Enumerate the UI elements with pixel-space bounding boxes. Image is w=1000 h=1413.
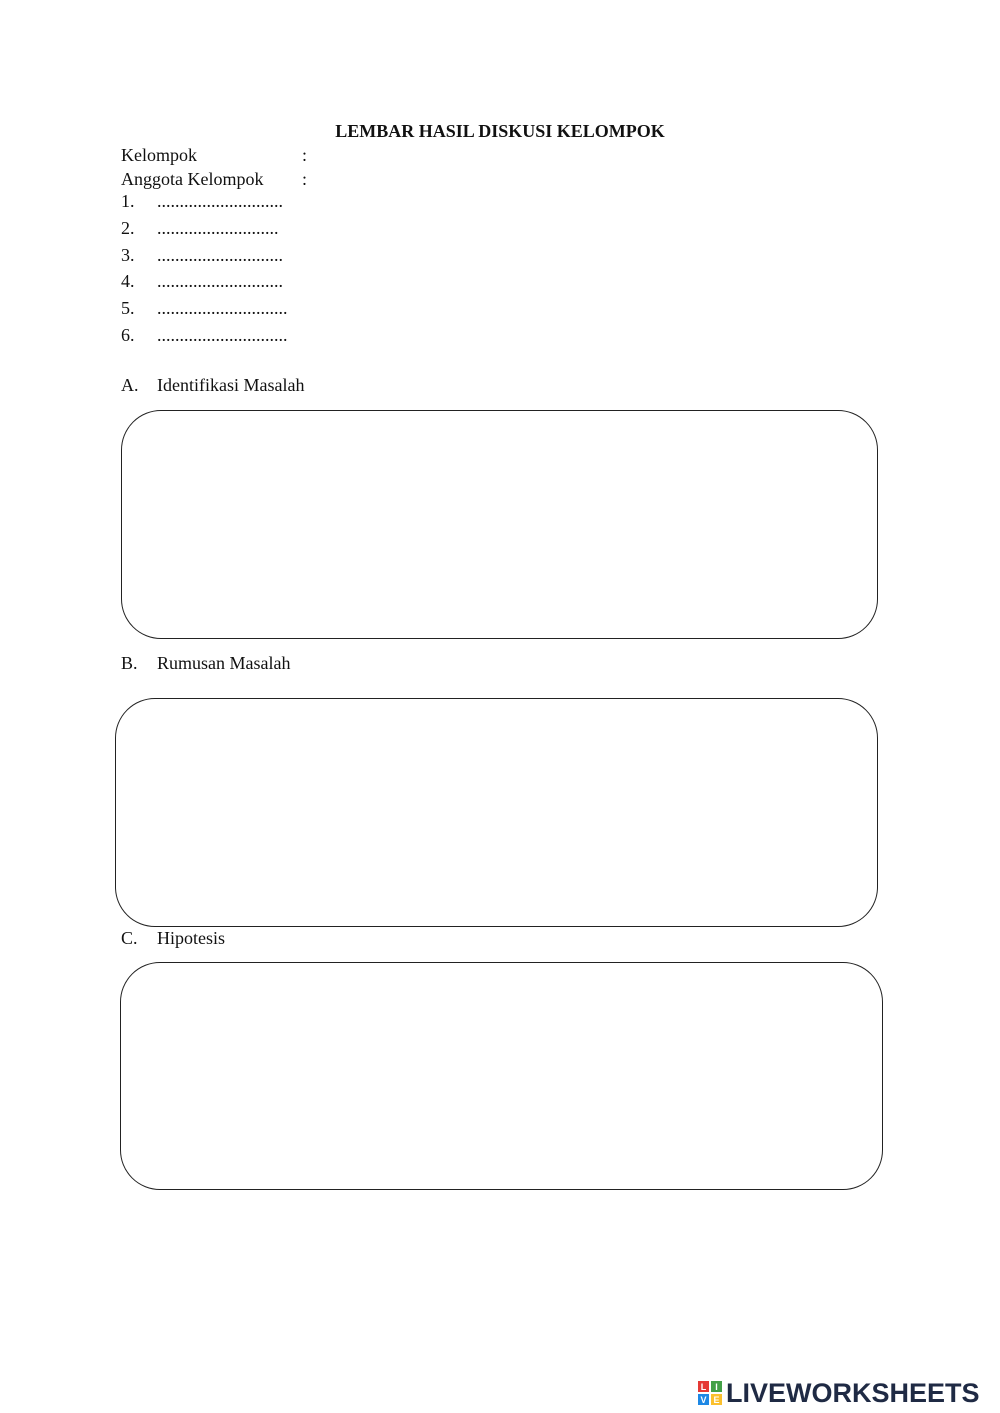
members-label: Anggota Kelompok bbox=[121, 169, 264, 189]
member-number: 5. bbox=[121, 298, 135, 318]
member-blank-line: ............................. bbox=[157, 325, 288, 345]
logo-letter: L bbox=[698, 1381, 709, 1392]
member-blank-line: ............................ bbox=[157, 191, 283, 211]
member-number: 4. bbox=[121, 271, 135, 291]
answer-box-hipotesis[interactable] bbox=[120, 962, 883, 1190]
liveworksheets-wordmark: LIVEWORKSHEETS bbox=[726, 1377, 980, 1408]
logo-letter: E bbox=[711, 1394, 722, 1405]
member-number: 3. bbox=[121, 245, 135, 265]
section-letter-c: C. bbox=[121, 928, 138, 948]
group-label: Kelompok bbox=[121, 145, 197, 165]
answer-box-identifikasi[interactable] bbox=[121, 410, 878, 639]
section-heading-hipotesis: Hipotesis bbox=[157, 928, 226, 948]
section-letter-b: B. bbox=[121, 653, 138, 673]
member-blank-line: ........................... bbox=[157, 218, 279, 238]
liveworksheets-logo bbox=[698, 1378, 980, 1408]
section-heading-rumusan: Rumusan Masalah bbox=[157, 653, 291, 673]
member-number: 2. bbox=[121, 218, 135, 238]
member-blank-line: ............................ bbox=[157, 271, 283, 291]
section-letter-a: A. bbox=[121, 375, 139, 395]
member-number: 1. bbox=[121, 191, 135, 211]
page-title: LEMBAR HASIL DISKUSI KELOMPOK bbox=[335, 121, 665, 141]
members-colon: : bbox=[302, 169, 308, 189]
member-number: 6. bbox=[121, 325, 135, 345]
member-blank-line: ............................. bbox=[157, 298, 288, 318]
logo-letter: V bbox=[698, 1394, 709, 1405]
logo-letter: I bbox=[711, 1381, 722, 1392]
section-heading-identifikasi: Identifikasi Masalah bbox=[157, 375, 305, 395]
member-blank-line: ............................ bbox=[157, 245, 283, 265]
group-colon: : bbox=[302, 145, 308, 165]
answer-box-rumusan[interactable] bbox=[115, 698, 878, 927]
liveworksheets-mark-icon bbox=[698, 1381, 722, 1405]
